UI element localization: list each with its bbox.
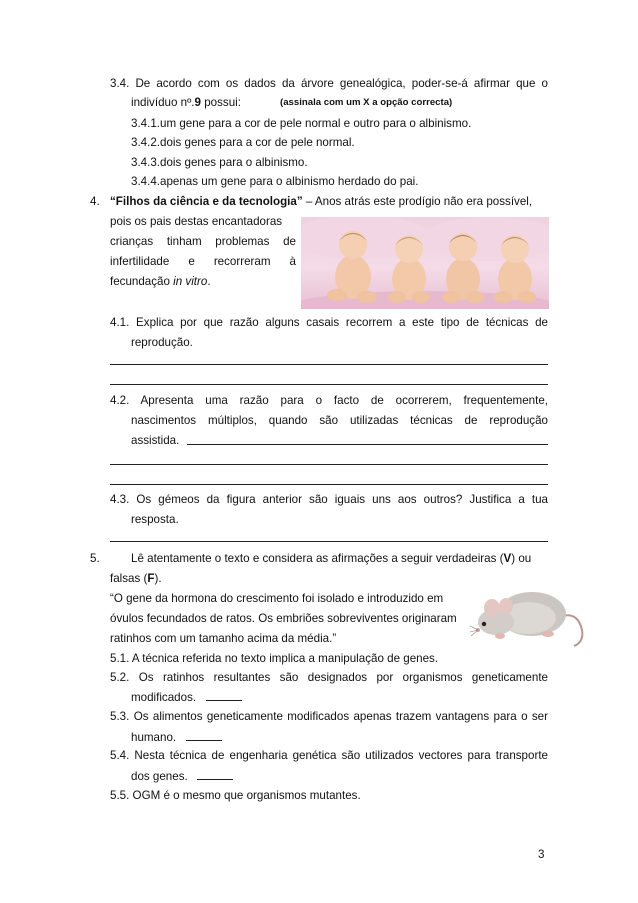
q4-number: 4. [90,195,100,208]
s53-answer-blank[interactable] [186,730,222,741]
answer-line[interactable] [110,464,548,465]
q5-quote-line3: ratinhos com um tamanho acima da média.” [110,632,337,645]
s53-line1: 5.3. Os alimentos geneticamente modificados apenas trazem vantagens para o ser [110,710,548,723]
q5-line2: falsas (F). [110,572,162,585]
s52-line1: 5.2. Os ratinhos resultantes são designados por organismos geneticamente [110,671,548,684]
page-number: 3 [538,848,545,861]
q34-option-2: 3.4.2.dois genes para a cor de pele normal. [131,136,355,149]
q41-line2: reprodução. [131,336,193,349]
q4-line5: fecundação in vitro. [110,275,211,288]
q42-line1: 4.2. Apresenta uma razão para o facto de ocorrerem, frequentemente, [110,394,548,407]
q4-intro: “Filhos da ciência e da tecnologia” – Anos atrás este prodígio não era possível, [110,195,533,208]
rat-image [470,572,588,650]
q5-quote-line2: óvulos fecundados de ratos. Os embriões sobreviventes originaram [110,612,457,625]
babies-illustration [301,217,549,309]
q43-line1: 4.3. Os gémeos da figura anterior são iguais uns aos outros? Justifica a tua [110,493,548,506]
answer-line[interactable] [110,541,548,542]
q34-option-1: 3.4.1.um gene para a cor de pele normal e outro para o albinismo. [131,117,472,130]
q34-instruction: (assinala com um X a opção correcta) [280,97,453,108]
s52-line2: modificados. [131,690,242,705]
q34-line1: 3.4. De acordo com os dados da árvore genealógica, poder-se-á afirmar que o [110,77,548,90]
s51-statement: 5.1. A técnica referida no texto implica a manipulação de genes. [110,652,439,665]
q4-line2: pois os pais destas encantadoras [110,215,283,228]
q5-quote-line1: “O gene da hormona do crescimento foi isolado e introduzido em [110,592,444,605]
q34-option-4: 3.4.4.apenas um gene para o albinismo herdado do pai. [131,175,419,188]
q4-line3: crianças tinham problemas de [110,235,296,248]
q41-line1: 4.1. Explica por que razão alguns casais recorrem a este tipo de técnicas de [110,316,548,329]
s52-answer-blank[interactable] [206,690,242,701]
rat-illustration [470,572,588,650]
answer-line[interactable] [110,484,548,485]
babies-photo [301,217,549,309]
q42-line2: nascimentos múltiplos, quando são utilizadas técnicas de reprodução [131,414,548,427]
s54-line1: 5.4. Nesta técnica de engenharia genética são utilizados vectores para transporte [110,749,548,762]
s53-line2: humano. [131,730,222,745]
q34-option-3: 3.4.3.dois genes para o albinismo. [131,156,308,169]
answer-line[interactable] [187,444,548,445]
answer-line[interactable] [110,384,548,385]
s54-line2: dos genes. [131,769,233,784]
s55-statement: 5.5. OGM é o mesmo que organismos mutantes. [110,789,361,802]
q4-line4: infertilidade e recorreram à [110,255,296,268]
q42-line3: assistida. [131,434,180,447]
q5-intro: Lê atentamente o texto e considera as afirmações a seguir verdadeiras (V) ou [131,552,532,565]
q43-line2: resposta. [131,513,179,526]
q5-number: 5. [90,552,100,565]
s54-answer-blank[interactable] [197,769,233,780]
answer-line[interactable] [110,364,548,365]
q34-line2: indivíduo nº.9 possui: [131,96,241,109]
